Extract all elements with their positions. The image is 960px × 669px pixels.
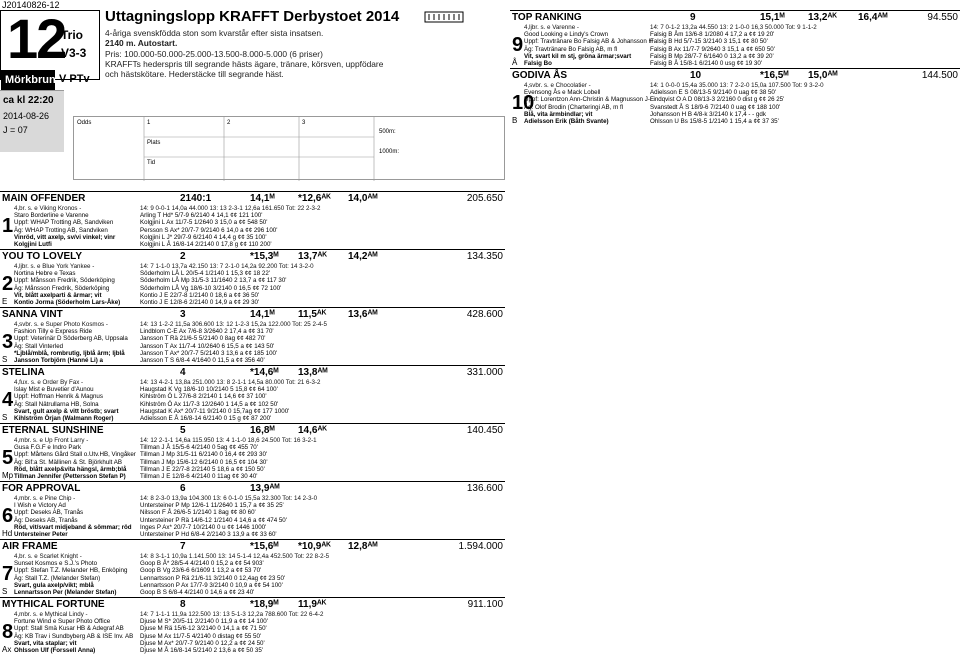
horse-divider [0, 191, 505, 192]
horse-best-time: 14,1ᴹ [250, 309, 275, 320]
horse-divider [510, 10, 960, 11]
horse-info-line: Uppf: Deseks AB, Tranås [14, 509, 84, 517]
past-start-line: Goop B S 6/8-4 4/2140 0 14,6 a ¢¢ 23 40' [140, 589, 255, 597]
past-start-line: Tillman J Mp 15/6-12 6/2140 0 16,5 ¢¢ 104 30' [140, 458, 268, 466]
past-start-line: Goop B Å* 28/5-4 4/2140 0 15,2 a ¢¢ 54 903' [140, 560, 264, 567]
horse-entry [0, 249, 505, 307]
shoe-code: Hd [2, 529, 13, 538]
grid-500m: 500m: [379, 129, 396, 135]
past-start-line: Lindqvist O A D 08/13-3 2/2160 0 dist g ¢¢ 26 25' [650, 96, 785, 104]
horse-info-line: Blå, vita ärmbindlar; vit [524, 110, 593, 118]
race-number: 12 [7, 7, 66, 70]
horse-odds: 9 [690, 12, 696, 23]
horse-name: TOP RANKING [512, 12, 582, 23]
horse-pedigree: 4,svbr. s. e Chocolatier - [524, 82, 591, 89]
horse-entry [0, 365, 505, 423]
horse-entry [510, 10, 960, 68]
horse-stats: 14: 8 2-3-0 13,9a 104.300 13: 6 0-1-0 15,5a 32.300 Tot: 14 2-3-0 [140, 495, 318, 502]
horse-info-line: Nortina Hebre e Texas [14, 270, 76, 277]
horse-info-line: Uppf: Mårtens Gård Stall o.Utv.HB, Vingåker [14, 451, 136, 459]
shoe-code: Mp [2, 471, 14, 480]
past-start-line: Adielsson E S 08/13-5 9/2140 0 uag ¢¢ 38 50' [650, 89, 777, 96]
horse-name: SANNA VINT [2, 309, 63, 320]
race-info [105, 28, 505, 79]
horse-best-time-2: 14,6ᴬᴷ [298, 425, 327, 436]
horse-prize-money: 134.350 [466, 251, 503, 262]
past-start-line: Kontio J E 22/7-8 1/2140 0 18,6 a ¢¢ 36 50' [140, 291, 260, 299]
horse-odds: 3 [180, 309, 186, 320]
horse-info-line: Äg: WHAP Trotting AB, Sandviken [14, 226, 108, 234]
horse-odds: 5 [180, 425, 186, 436]
horse-info-line: Uppf: Stefan T.Z. Melander HB, Enköping [14, 567, 128, 575]
horse-name: YOU TO LOVELY [2, 251, 83, 262]
past-start-line: Untersteiner P Hd 6/8-4 2/2140 3 13,9 a ¢¢ 33 60' [140, 531, 277, 539]
horse-odds: 7 [180, 541, 186, 552]
horse-divider [0, 307, 505, 308]
past-start-line: Falsig B Å 15/8-1 6/2140 0 usg ¢¢ 19 30' [650, 60, 762, 68]
horse-stats: 14: 8 3-1-1 10,9a 1.141.500 13: 14 5-1-4 12,4a 452.500 Tot: 22 8-2-5 [140, 553, 330, 560]
horse-info-line: *Ljblå/mblå, rombrutig, ljblå ärm; ljblå [14, 349, 125, 357]
race-title: Uttagningslopp KRAFFT Derbystoet 2014 [105, 8, 400, 25]
horse-prize-money: 144.500 [921, 70, 958, 81]
horse-best-time-3: 14,2ᴬᴹ [348, 251, 378, 262]
horse-best-time: *18,9ᴹ [250, 599, 279, 610]
past-start-line: Tillman J E 12/8-6 4/2140 0 11ag ¢¢ 30 40' [140, 473, 258, 481]
start-number: 8 [2, 621, 14, 643]
past-start-line: Kolgjini L Ax 11/7-5 1/2640 3 15,0 a ¢¢ 548 50' [140, 219, 268, 227]
horse-entry [0, 423, 505, 481]
past-start-line: Adielsson E Å 16/8-14 6/2140 0 15 g ¢¢ 87 200' [140, 415, 272, 423]
past-start-line: Johansson H B 4/8-k 3/2140 k 17,4 - - gdk [650, 110, 766, 118]
past-start-line: Jansson T Ax 11/7-4 10/2640 6 15,5 a ¢¢ 143 50' [140, 342, 275, 350]
horse-info-line: Kolgjini Lutfi [14, 241, 52, 249]
horse-best-time: 16,8ᴹ [250, 425, 275, 436]
horse-best-time: *15,6ᴹ [250, 541, 279, 552]
past-start-line: Ohlsson U Bs 15/8-5 1/2140 1 15,4 a ¢¢ 37 35' [650, 118, 779, 126]
past-start-line: Jansson T S 6/8-4 4/1640 0 11,5 a ¢¢ 356 40' [140, 357, 265, 365]
horse-info-line: Äg: KB Trav i Sundbyberg AB & ISE Inv. AB [14, 632, 134, 640]
horse-name: GODIVA ÅS [512, 70, 568, 81]
shoe-code: S [2, 413, 8, 422]
horse-pedigree: 4,fux. s. e Order By Fax - [14, 379, 84, 386]
horse-info-line: Äg: Stall T.Z. (Melander Stefan) [14, 574, 101, 582]
horse-stats: 14: 13 4-2-1 13,8a 251.000 13: 8 2-1-1 14,5a 80.000 Tot: 21 6-3-2 [140, 379, 321, 386]
horse-header [0, 483, 505, 493]
past-start-line: Untersteiner P Mp 12/6-1 11/2640 1 15,7 a ¢¢ 35 25' [140, 502, 284, 509]
past-start-line: Söderholm LÅ Mp 31/5-3 11/1640 2 13,7 a ¢¢ 117 30' [140, 277, 287, 285]
horse-stats: 14: 7 1-1-1 11,9a 122.500 13: 13 5-1-3 12,2a 788.600 Tot: 22 6-4-2 [140, 611, 324, 618]
horse-best-time-3: 13,6ᴬᴹ [348, 309, 378, 320]
horse-entry [0, 307, 505, 365]
horse-prize-money: 428.600 [466, 309, 503, 320]
horse-entry [0, 481, 505, 539]
race-info-line: Pris: 100.000-50.000-25.000-13.500-8.000-5.000 (6 priser) [105, 48, 323, 59]
past-start-line: Tillman J Å 15/5-6 4/2140 0 5ag ¢¢ 455 70' [140, 444, 258, 451]
horse-divider [510, 68, 960, 69]
race-info-line: 4-åriga svenskfödda ston som kvarstår efter sista insatsen. [105, 28, 324, 38]
past-start-line: Tillman J E 22/7-8 2/2140 5 18,6 a ¢¢ 150 50' [140, 465, 265, 473]
horse-pedigree: 4,br. s. e Scarlet Knight - [14, 553, 82, 560]
grid-plats-label: Plats [147, 140, 161, 146]
horse-entry [0, 597, 505, 655]
jackpot: J = 07 [3, 125, 28, 135]
horse-name: FOR APPROVAL [2, 483, 81, 494]
horse-header [0, 367, 505, 377]
past-start-line: Djuse M Å 16/8-14 5/2140 2 13,6 a ¢¢ 50 35' [140, 647, 263, 655]
horse-info-line: Kihlström Örjan (Walmann Roger) [14, 415, 114, 423]
race-time-box [0, 90, 64, 152]
start-number: 7 [2, 563, 14, 585]
horse-best-time-2: *12,6ᴬᴷ [298, 193, 331, 204]
shoe-code: B [512, 116, 518, 125]
horse-info-line: Röd, vit/svart midjeband & sömmar; röd [14, 523, 132, 531]
horse-stats: 14: 7 0-1-2 13,2a 44.550 13: 2 1-0-0 16,3 50.000 Tot: 9 1-1-2 [650, 24, 817, 31]
horse-info-line: Evensong Ås e Mack Lobell [524, 89, 601, 96]
past-start-line: Nilsson F Å 26/6-5 1/2140 1 8ag ¢¢ 80 60' [140, 509, 256, 517]
horse-name: MAIN OFFENDER [2, 193, 86, 204]
vptv-label: V PTv [59, 73, 90, 85]
horse-best-time: 13,9ᴬᴹ [250, 483, 280, 494]
horse-info-line: Uppf: WHAP Trotting AB, Sandviken [14, 219, 114, 227]
horse-stats: 14: 1 0-0-0 15,4a 35.000 13: 7 2-2-0 15,0a 107.500 Tot: 9 3-2-0 [650, 82, 824, 89]
horse-divider [0, 365, 505, 366]
race-info-line: KRAFFTs hederspris till segrande hästs ägare, tränare, körsven, uppfödare [105, 58, 384, 69]
start-number: 5 [2, 447, 14, 469]
horse-info-line: Äg: Bif:a St. Mällinen & St. Björkhult AB [14, 458, 122, 466]
horse-pedigree: 4,svbr. s. e Super Photo Kosmos - [14, 321, 108, 328]
horse-odds: 2140:1 [180, 193, 212, 204]
horse-info-line: Svart, gult axelp & vitt bröstb; svart [14, 407, 119, 415]
horse-stats: 14: 12 2-1-1 14,6a 115.950 13: 4 1-1-0 18,6 24.500 Tot: 16 3-2-1 [140, 437, 317, 444]
past-start-line: Lindblom C-E Ax 7/6-8 3/2640 2 17,4 a ¢¢ 31 70' [140, 328, 274, 335]
start-number: 1 [2, 215, 14, 237]
horse-odds: 4 [180, 367, 186, 378]
horse-info-line: Lennartsson Per (Melander Stefan) [14, 589, 117, 597]
past-start-line: Haugstad K Vg 18/6-10 10/2140 5 15,8 ¢¢ 64 100' [140, 386, 278, 393]
horse-stats: 14: 9 0-0-1 14,0a 44.000 13: 13 2-3-1 12,6a 161.650 Tot: 22 2-3-2 [140, 205, 321, 212]
horse-header [0, 193, 505, 203]
past-start-line: Kihlström Ö L 27/6-8 2/2140 1 14,6 ¢¢ 37 100' [140, 393, 267, 401]
horse-info-line: Äg: Stall Nätrullarna HB, Solna [14, 400, 99, 408]
horse-header [0, 425, 505, 435]
horse-best-time-3: 16,4ᴬᴹ [858, 12, 888, 23]
horse-divider [0, 481, 505, 482]
past-start-line: Falsig B Hd 5/7-15 3/2140 3 15,1 ¢¢ 80 50' [650, 38, 768, 46]
trio-label: Trio [61, 28, 84, 42]
horse-info-line: Äg: Stall Vinterled [14, 342, 64, 350]
horse-divider [0, 423, 505, 424]
horse-info-line: Äg: Olof Brodin (Charteringi AB, m fl [524, 103, 624, 111]
horse-info-line: Staro Borderline e Varenne [14, 212, 89, 219]
horse-stats: 14: 7 1-1-0 13,7a 42.150 13: 7 2-1-0 14,2a 92.200 Tot: 14 3-2-0 [140, 263, 314, 270]
race-info-line: och hästskötare. Hederstäcke till segrande häst. [105, 69, 284, 79]
past-start-line: Falsig B Åm 13/6-8 1/2080 4 17,2 a ¢¢ 19 20' [650, 31, 775, 38]
horse-info-line: Fortune Wind e Super Photo Office [14, 618, 111, 625]
past-start-line: Falsig B Mp 28/7-7 6/1640 0 13,2 a ¢¢ 39 20' [650, 52, 774, 60]
horse-info-line: Kontio Jorma (Söderholm Lars-Åke) [14, 299, 121, 307]
horse-odds: 6 [180, 483, 186, 494]
past-start-line: Djuse M S* 20/5-11 2/2140 0 11,9 a ¢¢ 14 100' [140, 618, 268, 625]
past-start-line: Svanstedt Å S 18/9-6 7/2140 0 uag ¢¢ 188 100' [650, 103, 781, 111]
horse-info-line: I Wish e Victory Ad [14, 502, 66, 509]
travel-logo-icon [424, 10, 464, 24]
past-start-line: Jansson T Rä 21/6-5 5/2140 0 8ag ¢¢ 482 70' [140, 335, 266, 343]
horse-info-line: Vinröd, vitt axelp, sv/vi vinkel; vinr [14, 233, 116, 241]
horse-info-line: Adielsson Erik (Båth Svante) [524, 118, 609, 126]
race-number-box [0, 7, 100, 86]
horse-best-time-3: 14,0ᴬᴹ [348, 193, 378, 204]
horse-info-line: Äg: Månsson Fredrik, Söderköping [14, 284, 110, 292]
past-start-line: Untersteiner P Rä 14/6-12 1/2140 4 14,6 a ¢¢ 474 50' [140, 516, 287, 524]
grid-odds-label: Odds [77, 120, 92, 126]
horse-header [0, 251, 505, 261]
race-time: ca kl 22:20 [3, 95, 54, 106]
v3-label: V3-3 [61, 46, 87, 60]
past-start-line: Kolgjini L Å 16/8-14 2/2140 0 17,8 g ¢¢ 110 200' [140, 241, 272, 249]
horse-info-line: Uppf: Lorentzon Ann-Christin & Magnusson J-E [524, 96, 655, 104]
horse-best-time-2: 11,9ᴬᴷ [298, 599, 327, 610]
horse-header [0, 599, 505, 609]
past-start-line: Kontio J E 12/8-6 2/2140 0 14,9 a ¢¢ 29 30' [140, 299, 260, 307]
race-date: 2014-08-26 [3, 111, 50, 121]
page-code: J20140826-12 [2, 0, 60, 10]
horse-info-line: Falsig Bo [524, 60, 552, 68]
horse-prize-money: 136.600 [466, 483, 503, 494]
horse-header [0, 309, 505, 319]
past-start-line: Lennartsson P Ax 17/7-9 3/2140 0 10,9 a ¢¢ 54 100' [140, 581, 283, 589]
past-start-line: Falsig B Ax 11/7-7 9/2640 3 15,1 a ¢¢ 650 50' [650, 45, 775, 53]
horse-best-time-3: 12,8ᴬᴹ [348, 541, 378, 552]
past-start-line: Persson S Ax* 20/7-7 9/2140 6 14,0 a ¢¢ 296 100' [140, 226, 278, 234]
past-start-line: Tillman J Mp 31/5-11 6/2140 0 16,4 ¢¢ 293 30' [140, 451, 268, 459]
horse-info-line: Jansson Torbjörn (Hanné Li) a [14, 357, 103, 365]
shoe-code: E [2, 297, 8, 306]
horse-header [510, 70, 960, 80]
grid-col-2: 2 [227, 120, 231, 126]
horse-pedigree: 4,mbr. s. e Pine Chip - [14, 495, 76, 502]
horse-info-line: Uppf: Månsson Fredrik, Söderköping [14, 277, 115, 285]
horse-best-time: *15,3ᴹ [250, 251, 279, 262]
horse-info-line: Svart, vita staplar; vit [14, 639, 77, 647]
horse-info-line: Untersteiner Peter [14, 531, 68, 539]
horse-odds: 2 [180, 251, 186, 262]
past-start-line: Goop B Vg 23/6-6 6/1609 1 13,2 a ¢¢ 53 70' [140, 567, 262, 575]
shoe-code: S [2, 587, 8, 596]
horse-divider [0, 597, 505, 598]
horse-best-time: 15,1ᴹ [760, 12, 785, 23]
grid-tid-label: Tid [147, 160, 156, 166]
horse-info-line: Äg: Deseks AB, Tranås [14, 516, 78, 524]
horse-info-line: Uppf: Veterinär D Söderberg AB, Uppsala [14, 335, 128, 343]
horse-header [0, 541, 505, 551]
grid-col-3: 3 [302, 120, 306, 126]
horse-prize-money: 911.100 [467, 599, 503, 610]
horse-stats: 14: 13 1-2-2 11,5a 306.600 13: 12 1-2-3 15,2a 122.000 Tot: 25 2-4-5 [140, 321, 327, 328]
past-start-line: Arling T Hd* 5/7-9 6/2140 4 14,1 ¢¢ 121 100' [140, 212, 263, 219]
horse-info-line: Uppf: Travtränare Bo Falsig AB & Johansson H [524, 38, 653, 46]
horse-name: MYTHICAL FORTUNE [2, 599, 105, 610]
horse-best-time-2: 13,7ᴬᴷ [298, 251, 327, 262]
start-number: 2 [2, 273, 14, 295]
horse-info-line: Sunset Kosmos e S.J.'s Photo [14, 560, 98, 567]
past-start-line: Söderholm LÅ Vg 18/6-10 3/2140 0 16,5 ¢¢ 72 100' [140, 284, 282, 292]
horse-pedigree: 4,mbr. s. e Mythical Lindy - [14, 611, 88, 618]
horse-name: AIR FRAME [2, 541, 58, 552]
past-start-line: Lennartsson P Rä 21/6-11 3/2140 0 12,4ag ¢¢ 23 50' [140, 574, 286, 582]
past-start-line: Inges P Ax* 20/7-7 10/2140 0 u ¢¢ 1446 1000' [140, 523, 267, 531]
horse-entry [0, 539, 505, 597]
horse-prize-money: 1.594.000 [458, 541, 503, 552]
grid-col-1: 1 [147, 120, 151, 126]
horse-info-line: Tillman Jennifer (Pettersson Stefan P) [14, 473, 126, 481]
horse-name: ETERNAL SUNSHINE [2, 425, 104, 436]
past-start-line: Kihlström Ö Ax 11/7-3 12/2640 1 14,5 a ¢¢ 102 50' [140, 400, 279, 408]
start-number: 3 [2, 331, 14, 353]
horse-best-time-2: 11,5ᴬᴷ [298, 309, 327, 320]
horse-info-line: Vit, blått axelparti & ärmar; vit [14, 291, 102, 299]
horse-best-time-2: 13,2ᴬᴷ [808, 12, 837, 23]
horse-pedigree: 4,ljbr. s. e Blue York Yankee - [14, 263, 95, 270]
horse-info-line: Äg: Travtränare Bo Falsig AB, m fl [524, 45, 618, 53]
past-start-line: Kolgjini L J* 29/7-9 6/2140 4 14,4 g ¢¢ 35 100' [140, 233, 267, 241]
past-start-line: Jansson T Ax* 20/7-7 5/2140 3 13,6 a ¢¢ 185 100' [140, 349, 278, 357]
past-start-line: Djuse M Rä 15/6-12 3/2140 0 14,1 a ¢¢ 71 50' [140, 625, 267, 633]
shoe-code: Ax [2, 645, 12, 654]
horse-prize-money: 331.000 [466, 367, 503, 378]
race-info-line: 2140 m. Autostart. [105, 38, 178, 49]
horse-info-line: Uppf: Hoffman Henrik & Magnus [14, 393, 103, 401]
horse-best-time-2: 15,0ᴬᴹ [808, 70, 838, 81]
horse-info-line: Islay Mist e Buvetier d'Aunou [14, 386, 94, 393]
horse-info-line: Gusa F.G.F e Indro Park [14, 444, 82, 451]
past-start-line: Djuse M Ax* 20/7-7 9/2140 0 12,2 a ¢¢ 24 50' [140, 639, 265, 647]
horse-odds: 8 [180, 599, 186, 610]
shoe-code: Å [512, 58, 518, 67]
odds-grid [73, 116, 505, 180]
horse-best-time: 14,1ᴹ [250, 193, 275, 204]
horse-entry [0, 191, 505, 249]
horse-best-time: *16,5ᴹ [760, 70, 789, 81]
start-number: 9 [512, 34, 524, 56]
horse-prize-money: 205.650 [466, 193, 503, 204]
start-number: 4 [2, 389, 14, 411]
horse-info-line: Vit, svart kil m stj, gröna ärmar;svart [524, 52, 632, 60]
horse-pedigree: 4,ljbr. s. e Varenne - [524, 24, 579, 31]
grid-1000m: 1000m: [379, 149, 400, 155]
horse-best-time-2: 13,8ᴬᴹ [298, 367, 328, 378]
horse-header [510, 12, 960, 22]
horse-best-time: *14,6ᴹ [250, 367, 279, 378]
horse-best-time-2: *10,9ᴬᴷ [298, 541, 331, 552]
horse-info-line: Good Looking e Lindy's Crown [524, 31, 609, 38]
horse-info-line: Röd, blått axelp&vita hängsl, ärmb;blå [14, 465, 127, 473]
horse-pedigree: 4,mbr. s. e Up Front Larry - [14, 437, 89, 444]
past-start-line: Haugstad K Ax* 20/7-11 9/2140 0 15,7ag ¢¢ 177 1000' [140, 407, 290, 415]
horse-info-line: Ohlsson Ulf (Forssell Anna) [14, 647, 96, 655]
past-start-line: Söderholm LÅ L 20/5-4 1/2140 1 15,3 ¢¢ 18 22' [140, 270, 270, 277]
horse-entry [510, 68, 960, 126]
track-condition: Mörkbrun [1, 70, 55, 90]
horse-prize-money: 140.450 [466, 425, 503, 436]
horse-divider [0, 539, 505, 540]
horse-pedigree: 4,br. s. e Viking Kronos - [14, 205, 82, 212]
horse-prize-money: 94.550 [927, 12, 958, 23]
past-start-line: Djuse M Ax 11/7-5 4/2140 0 distag ¢¢ 55 50' [140, 632, 262, 640]
horse-info-line: Svart, gula axelp/vikt; mblå [14, 581, 94, 589]
start-number: 10 [512, 92, 535, 114]
odds-grid-lines [74, 117, 506, 181]
horse-odds: 10 [690, 70, 702, 81]
horse-info-line: Fashion Tilly e Express Ride [14, 328, 93, 335]
horse-name: STELINA [2, 367, 45, 378]
shoe-code: S [2, 355, 8, 364]
horse-info-line: Uppf: Stall Smä Kusar HB & Adegraf AB [14, 625, 124, 633]
horse-divider [0, 249, 505, 250]
start-number: 6 [2, 505, 14, 527]
